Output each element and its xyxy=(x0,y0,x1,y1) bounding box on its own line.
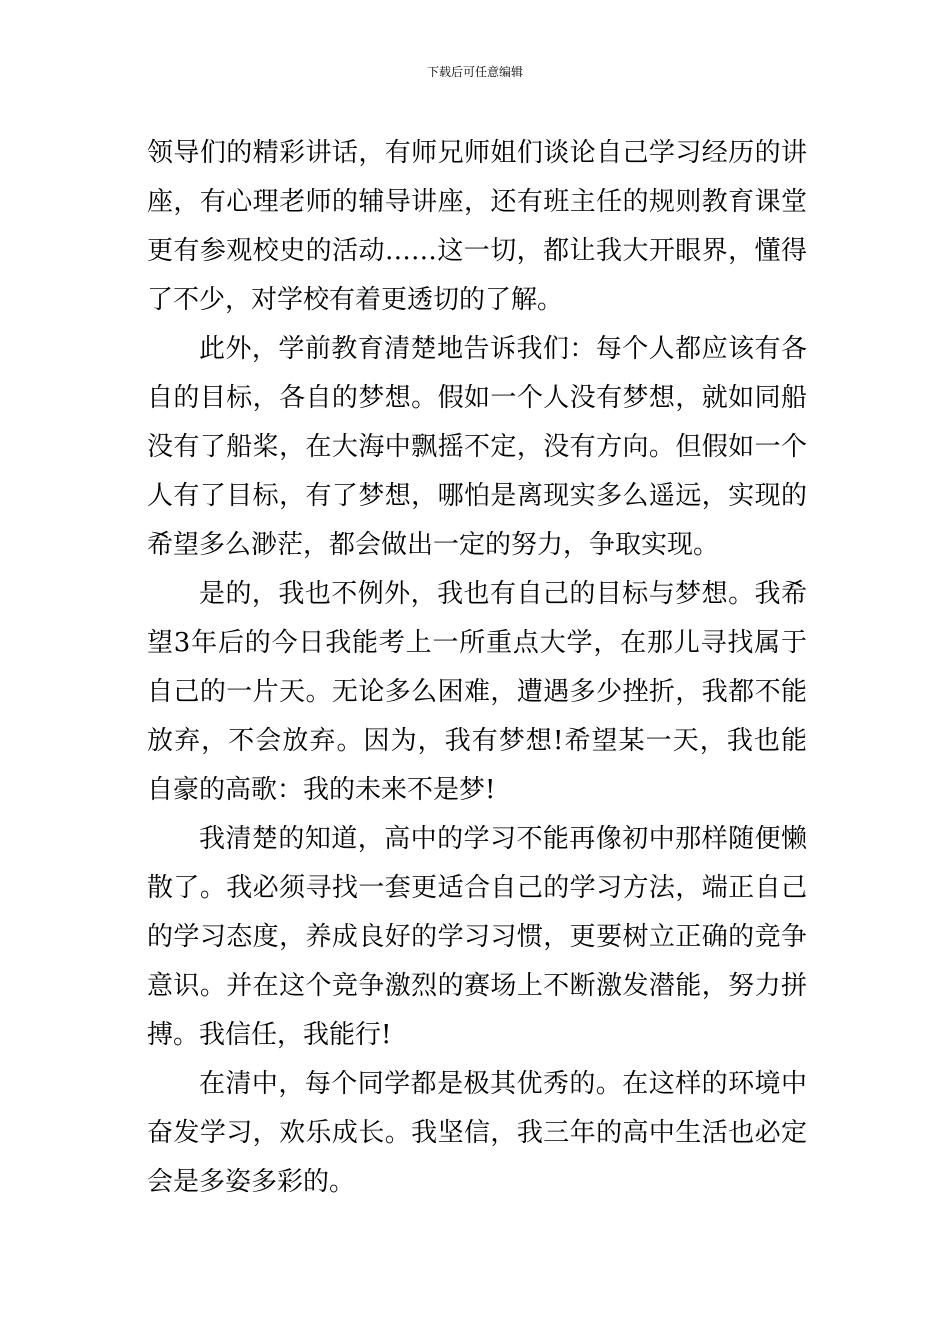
paragraph-2: 此外，学前教育清楚地告诉我们：每个人都应该有各自的目标，各自的梦想。假如一个人没有梦想，就如同船没有了船桨，在大海中飘摇不定，没有方向。但假如一个人有了目标，有了梦想，哪怕是离现实多么遥远，实现的希望多么渺茫，都会做出一定的努力，争取实现。 xyxy=(147,334,807,560)
paragraph-1: 领导们的精彩讲话，有师兄师姐们谈论自己学习经历的讲座，有心理老师的辅导讲座，还有班主任的规则教育课堂更有参观校史的活动……这一切，都让我大开眼界，懂得了不少，对学校有着更透切的了解。 xyxy=(147,138,807,315)
paragraph-4: 我清楚的知道，高中的学习不能再像初中那样随便懒散了。我必须寻找一套更适合自己的学习方法，端正自己的学习态度，养成良好的学习习惯，更要树立正确的竞争意识。并在这个竞争激烈的赛场上不断激发潜能，努力拼搏。我信任，我能行! xyxy=(147,824,807,1050)
document-body xyxy=(147,129,807,1207)
page-header: 下载后可任意编辑 xyxy=(426,65,523,79)
paragraph-3: 是的，我也不例外，我也有自己的目标与梦想。我希望3年后的今日我能考上一所重点大学，在那儿寻找属于自己的一片天。无论多么困难，遭遇多少挫折，我都不能放弃，不会放弃。因为，我有梦想!希望某一天，我也能自豪的高歌：我的未来不是梦! xyxy=(147,579,807,805)
paragraph-5: 在清中，每个同学都是极其优秀的。在这样的环境中奋发学习，欢乐成长。我坚信，我三年的高中生活也必定会是多姿多彩的。 xyxy=(147,1069,807,1197)
